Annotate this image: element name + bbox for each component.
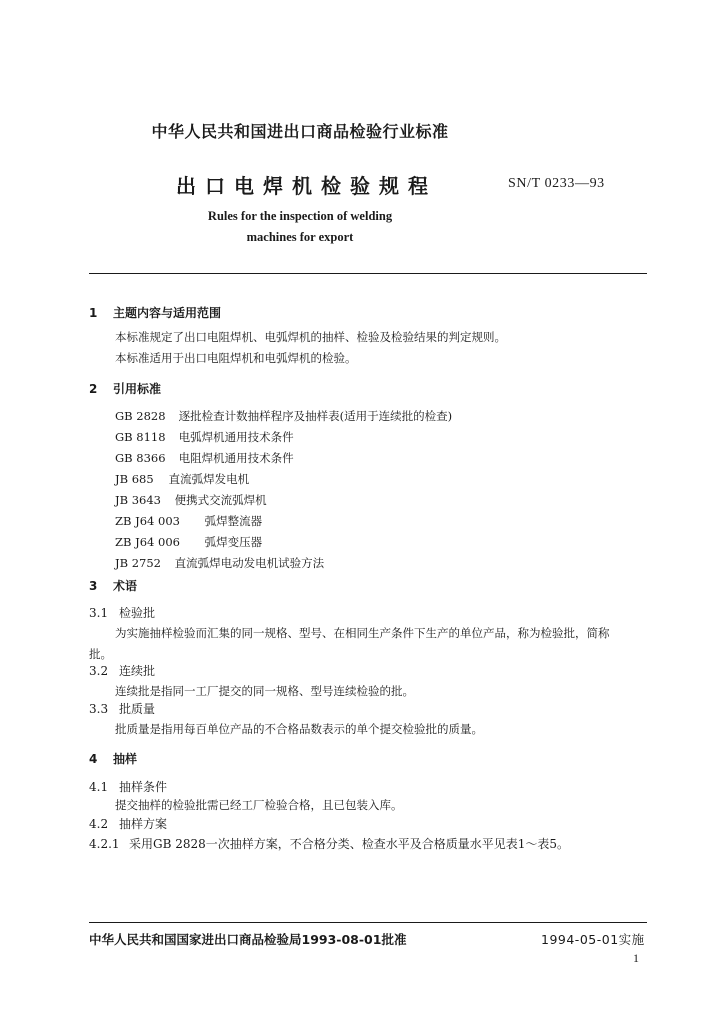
subsection-3-3 bbox=[89, 700, 155, 717]
reference-code: GB 8366 bbox=[115, 451, 166, 465]
subsection-3-1 bbox=[89, 604, 155, 621]
subsection-3-1-text: 为实施抽样检验而汇集的同一规格、型号、在相同生产条件下生产的单位产品，称为检验批，简称 bbox=[115, 626, 610, 640]
reference-title: 直流弧焊发电机 bbox=[168, 472, 250, 486]
subsection-number: 3.1 bbox=[89, 606, 109, 620]
section-1-heading bbox=[89, 304, 221, 321]
reference-item bbox=[115, 492, 267, 508]
reference-code: JB 2752 bbox=[115, 556, 161, 570]
title-chinese: 出口电焊机检验规程 bbox=[176, 174, 437, 198]
subsection-3-2-text: 连续批是指同一工厂提交的同一规格、型号连续检验的批。 bbox=[115, 684, 414, 698]
reference-title: 直流弧焊电动发电机试验方法 bbox=[174, 556, 325, 570]
reference-title: 电弧焊机通用技术条件 bbox=[178, 430, 294, 444]
subsection-4-1-text: 提交抽样的检验批需已经工厂检验合格，且已包装入库。 bbox=[115, 798, 403, 812]
subsection-number: 3.2 bbox=[89, 664, 109, 678]
subsection-3-3-text: 批质量是指用每百单位产品的不合格品数表示的单个提交检验批的质量。 bbox=[115, 722, 483, 736]
reference-item bbox=[115, 471, 249, 487]
reference-item bbox=[115, 534, 262, 550]
subsection-3-1-text-continued: 批。 bbox=[89, 647, 112, 661]
reference-item bbox=[115, 555, 324, 571]
reference-code: JB 685 bbox=[115, 472, 154, 486]
reference-title: 电阻焊机通用技术条件 bbox=[178, 451, 294, 465]
subsection-title: 批质量 bbox=[119, 702, 156, 716]
reference-item bbox=[115, 429, 294, 445]
reference-item bbox=[115, 513, 262, 529]
section-number: 1 bbox=[89, 306, 98, 320]
subsection-title: 检验批 bbox=[119, 606, 156, 620]
approval-note: 中华人民共和国国家进出口商品检验局1993-08-01批准 bbox=[89, 932, 407, 947]
section-number: 2 bbox=[89, 382, 98, 396]
subsection-title: 连续批 bbox=[119, 664, 156, 678]
header-divider bbox=[89, 273, 647, 274]
subsection-number: 4.2.1 bbox=[89, 837, 120, 851]
title-english-line1: Rules for the inspection of welding bbox=[207, 209, 393, 223]
section-1-paragraph-2: 本标准适用于出口电阻焊机和电弧焊机的检验。 bbox=[115, 351, 357, 365]
section-title: 术语 bbox=[113, 579, 138, 593]
page-number: 1 bbox=[633, 951, 639, 965]
subsection-4-2-1 bbox=[89, 835, 569, 852]
subsection-title: 抽样方案 bbox=[119, 817, 168, 831]
section-4-heading bbox=[89, 750, 137, 767]
reference-title: 便携式交流弧焊机 bbox=[174, 493, 267, 507]
reference-code: JB 3643 bbox=[115, 493, 161, 507]
reference-item bbox=[115, 450, 294, 466]
reference-title: 弧焊整流器 bbox=[204, 514, 263, 528]
section-3-heading bbox=[89, 577, 137, 594]
section-title: 引用标准 bbox=[113, 382, 162, 396]
subsection-4-2 bbox=[89, 815, 167, 832]
subsection-number: 3.3 bbox=[89, 702, 109, 716]
reference-title: 逐批检查计数抽样程序及抽样表(适用于连续批的检查) bbox=[178, 409, 453, 423]
reference-code: ZB J64 006 bbox=[115, 535, 180, 549]
reference-code: GB 8118 bbox=[115, 430, 166, 444]
section-1-paragraph-1: 本标准规定了出口电阻焊机、电弧焊机的抽样、检验及检验结果的判定规则。 bbox=[115, 330, 506, 344]
implementation-date: 1994-05-01实施 bbox=[541, 932, 645, 947]
reference-item bbox=[115, 408, 452, 424]
footer-divider bbox=[89, 922, 647, 923]
subsection-number: 4.2 bbox=[89, 817, 109, 831]
subsection-text: 采用GB 2828一次抽样方案，不合格分类、检查水平及合格质量水平见表1～表5。 bbox=[129, 837, 570, 851]
subsection-title: 抽样条件 bbox=[119, 780, 168, 794]
issuing-organization: 中华人民共和国进出口商品检验行业标准 bbox=[151, 122, 449, 141]
reference-code: ZB J64 003 bbox=[115, 514, 180, 528]
subsection-3-2 bbox=[89, 662, 155, 679]
section-number: 3 bbox=[89, 579, 98, 593]
section-number: 4 bbox=[89, 752, 98, 766]
section-2-heading bbox=[89, 380, 161, 397]
subsection-number: 4.1 bbox=[89, 780, 109, 794]
subsection-4-1 bbox=[89, 778, 167, 795]
reference-code: GB 2828 bbox=[115, 409, 166, 423]
standard-number: SN/T 0233—93 bbox=[508, 176, 605, 191]
reference-title: 弧焊变压器 bbox=[204, 535, 263, 549]
title-english-line2: machines for export bbox=[246, 230, 354, 244]
section-title: 主题内容与适用范围 bbox=[113, 306, 222, 320]
section-title: 抽样 bbox=[113, 752, 138, 766]
